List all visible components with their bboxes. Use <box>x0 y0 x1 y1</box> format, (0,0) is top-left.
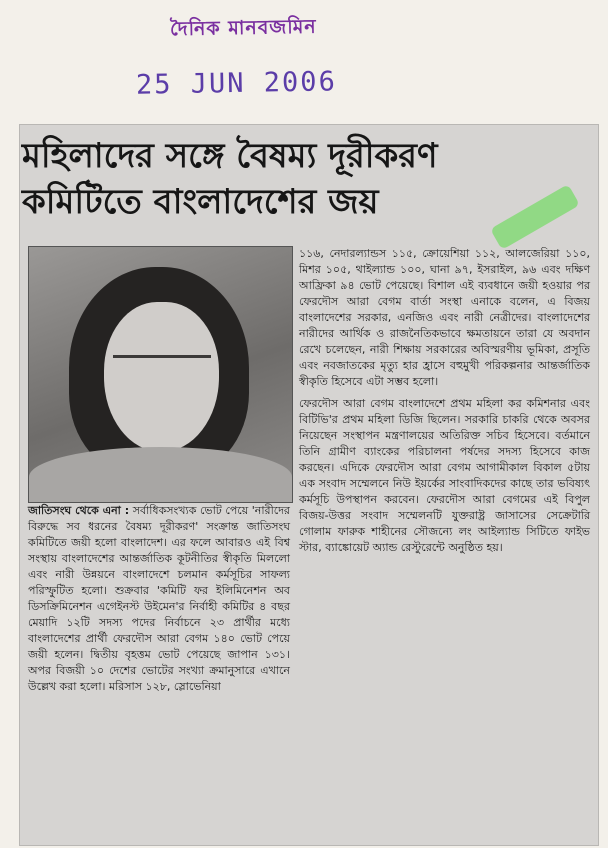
date-stamp: 25 JUN 2006 <box>135 66 338 101</box>
newspaper-clipping <box>20 125 598 845</box>
article-right-column <box>299 246 590 556</box>
article-left-column <box>28 503 290 695</box>
portrait-photo <box>28 246 293 503</box>
article-headline: মহিলাদের সঙ্গে বৈষম্য দূরীকরণ কমিটিতে বাংলাদেশের জয় <box>22 136 438 222</box>
newspaper-name-stamp: দৈনিক মানবজমিন <box>169 15 317 41</box>
photo-glasses-shape <box>113 355 211 382</box>
article-paragraph-2: ১১৬, নেদারল্যান্ডস ১১৫, ক্রোয়েশিয়া ১১২, আলজেরিয়া ১১০, মিশর ১০৫, থাইল্যান্ড ১০০, ঘানা ৯৭, ইসরাইল, ৯৬ এবং দক্ষিণ আফ্রিকা ৯৪ ভোট পেয়েছে। বিশাল এই ব্যবধানে জয়ী হওয়ার পর ফেরদৌস আরা বেগম বার্তা সংস্থা এনাকে বলেন, এ বিজয় বাংলাদেশের সরকার, এনজিও এবং নারী নেত্রীদের। বাংলাদেশের নারীদের আর্থিক ও রাজনৈতিকভাবে ক্ষমতায়নে তারা যে অবদান রেখে চলেছেন, নারী শিক্ষায় সরকারের অবিস্মরণীয় ভূমিকা, প্রসূতি এবং নবজাতকের মৃত্যু হার হ্রাসে বহুমুখী পরিকল্পনার আন্তর্জাতিক স্বীকৃতি হিসেবে এটা সম্ভব হলো। <box>299 247 590 388</box>
photo-shoulders-shape <box>29 447 292 503</box>
left-column-text: সর্বাধিকসংখ্যক ভোট পেয়ে 'নারীদের বিরুদ্ধে সব ধরনের বৈষম্য দূরীকরণ' সংক্রান্ত জাতিসংঘ কমিটিতে জয়ী হলো বাংলাদেশ। এর ফলে আবারও এই বিশ্ব সংস্থায় বাংলাদেশের আন্তর্জাতিক কূটনীতির স্বীকৃতি মিললো এবং নারী উন্নয়নে বাংলাদেশে চলমান কর্মসূচির সাফল্য পরিস্ফুটিত হলো। শুক্রবার 'কমিটি ফর ইলিমিনেশন অব ডিসক্রিমিনেশন এগেইনস্ট উইমেন'র নির্বাহী কমিটির ৪ বছর মেয়াদি ১২টি সদস্য পদের নির্বাচনে ২৩ প্রার্থীর মধ্যে বাংলাদেশের প্রার্থী ফেরদৌস আরা বেগম ১৪০ ভোট পেয়ে জয়ী হলেন। দ্বিতীয় বৃহত্তম ভোট পেয়েছে জাপান ১৩১। অপর বিজয়ী ১০ দেশের ভোটের সংখ্যা ক্রমানুসারে এখানে উল্লেখ করা হলো। মরিসাস ১২৮, স্লোভেনিয়া <box>28 504 290 693</box>
article-dateline: জাতিসংঘ থেকে এনা : <box>28 504 130 517</box>
article-paragraph-1 <box>28 503 290 695</box>
article-paragraph-3: ফেরদৌস আরা বেগম বাংলাদেশে প্রথম মহিলা কর কমিশনার এবং বিটিভি'র প্রথম মহিলা ডিজি ছিলেন। সরকারি চাকরি থেকে অবসর নিয়েছেন সংস্থাপন মন্ত্রণালয়ের অতিরিক্ত সচিব হিসেবে। বর্তমানে তিনি গ্রামীণ ব্যাংকের পরিচালনা পর্ষদের সদস্য হিসেবে কাজ করছেন। এদিকে ফেরদৌস আরা বেগম আগামীকাল বিকাল ৫টায় এক সংবাদ সম্মেলনে নিউ ইয়র্কের সাংবাদিকদের কাছে তার ভবিষ্যৎ কর্মসূচি উপস্থাপন করবেন। ফেরদৌস আরা বেগমের এই বিপুল বিজয়-উত্তর সংবাদ সম্মেলনটি যুক্তরাষ্ট্র জাসাসের সেক্রেটারি গোলাম ফারুক শাহীনের সৌজন্যে লং আইল্যান্ড সিটিতে ফাইভ স্টার, ব্যাঙ্কোয়েট অ্যান্ড রেস্টুরেন্টে অনুষ্ঠিত হয়। <box>299 397 590 554</box>
